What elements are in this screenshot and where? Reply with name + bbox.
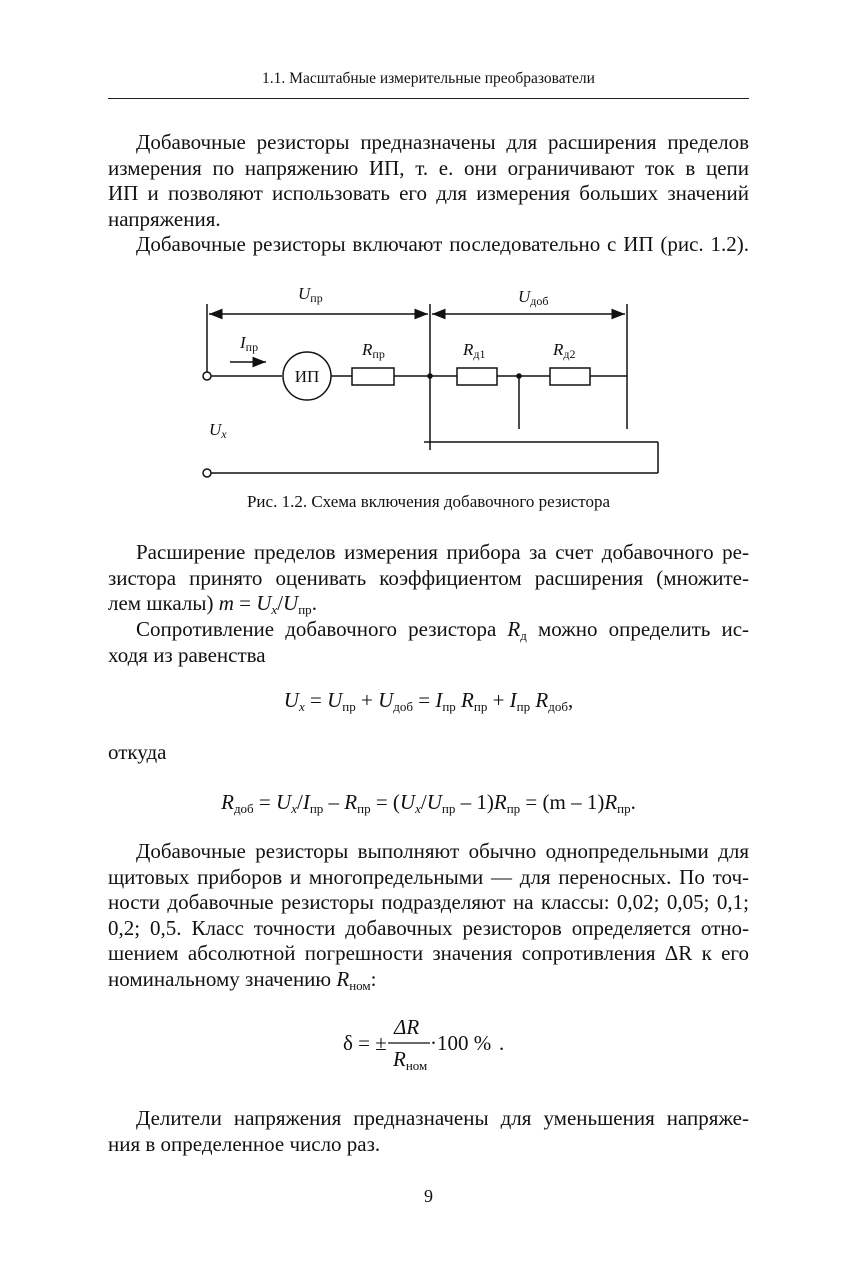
delta-numerator: ΔR <box>394 1015 420 1039</box>
delta-denominator: Rном <box>393 1047 428 1073</box>
text-line: Добавочные резисторы выполняют обычно однопредельными для <box>136 839 749 863</box>
label-u-dob: Uдоб <box>518 287 549 308</box>
text-line: Расширение пределов измерения прибора за счет добавочного ре- <box>136 540 749 564</box>
text-line: измерения по напряжению ИП, т. е. они ограничивают ток в цепи <box>108 155 749 180</box>
text-otkuda: откуда <box>108 740 167 764</box>
formula-r-dob: $R_{доб} = U_x/I_{пр} - R_{пр} = (U_x/U_{пр} - 1)R_{пр} = (m - 1)R_{пр}$. <box>221 790 636 816</box>
text-line: ния в определенное число раз. <box>108 1131 381 1156</box>
running-head: 1.1. Масштабные измерительные преобразователи <box>262 70 595 87</box>
text-line: 0,2; 0,5. Класс точности добавочных резисторов определяется отно- <box>108 915 749 940</box>
circuit-diagram <box>0 282 857 482</box>
text-line: зистора принято оценивать коэффициентом расширения (множите- <box>108 565 749 590</box>
delta-tail: ·100 % <box>430 1031 492 1055</box>
junction-dot <box>427 373 433 379</box>
paragraph-6 <box>108 1106 749 1157</box>
text-line: Делители напряжения предназначены для уменьшения напряже- <box>136 1106 749 1130</box>
paragraph-4 <box>108 617 749 668</box>
text-line: ходя из равенства <box>108 642 266 667</box>
formula-delta <box>0 1010 857 1080</box>
text-line: лем шкалы) $m = U_x/U_{пр}$. <box>108 591 317 617</box>
delta-prefix: δ = ± <box>343 1031 387 1055</box>
label-u-x: Ux <box>209 420 227 441</box>
text-line: шением абсолютной погрешности значения сопротивления ΔR к его <box>108 941 749 965</box>
paragraph-2 <box>108 232 749 258</box>
junction-dot <box>516 373 522 379</box>
paragraph-3 <box>108 540 749 617</box>
text-line: номинальному значению $R_{ном}$: <box>108 966 377 993</box>
text-line: Добавочные резисторы предназначены для расширения пределов <box>136 130 749 154</box>
paragraph-5 <box>108 839 749 992</box>
paragraph-1 <box>108 130 749 232</box>
figure-caption: Рис. 1.2. Схема включения добавочного резистора <box>246 492 611 511</box>
resistor-r-d1 <box>457 368 497 385</box>
terminal-bottom <box>203 469 211 477</box>
label-r-d2: Rд2 <box>553 340 576 361</box>
formula-voltage-sum: $U_x = U_{пр} + U_{доб} = I_{пр}$ $R_{пр} + I_{пр}$ $R_{доб}$, <box>283 688 574 714</box>
text-line: щитовых приборов и многопредельными — для переносных. По точ- <box>108 864 749 889</box>
resistor-r-d2 <box>550 368 590 385</box>
delta-end: . <box>499 1031 505 1055</box>
text-line: Добавочные резисторы включают последовательно с ИП (рис. 1.2). <box>136 232 749 256</box>
text-line: ИП и позволяют использовать его для измерения больших значений <box>108 181 749 205</box>
label-meter: ИП <box>294 367 320 386</box>
text-line: Сопротивление добавочного резистора $R_д$ можно определить ис- <box>136 617 750 643</box>
label-u-pr: Uпр <box>298 284 323 305</box>
header-rule <box>108 98 749 99</box>
resistor-r-pr <box>352 368 394 385</box>
label-r-pr: Rпр <box>362 340 385 361</box>
text-line: напряжения. <box>108 206 221 231</box>
terminal-top <box>203 372 211 380</box>
page-number: 9 <box>424 1186 433 1206</box>
label-i-pr: Iпр <box>240 333 259 354</box>
text-line: ности добавочные резисторы подразделяют на классы: 0,02; 0,05; 0,1; <box>108 890 749 914</box>
label-r-d1: Rд1 <box>463 340 486 361</box>
